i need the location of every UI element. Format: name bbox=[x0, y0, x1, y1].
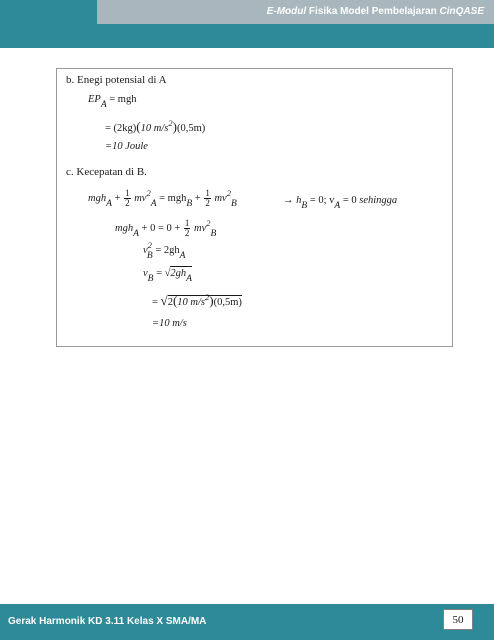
energy-step2: mghA + 0 = 0 + $\frac{1}{2}$ $mv^2B$ bbox=[115, 217, 217, 239]
ep-step2: = (2kg)(10 $m/s^2)(0,5m)$ bbox=[105, 118, 206, 134]
half-fraction: $\frac{1}{2}$ bbox=[125, 188, 130, 208]
section-c-label: c. Kecepatan di B. bbox=[66, 166, 147, 178]
ep-rhs: = mgh bbox=[109, 94, 137, 105]
velocity-result: =10 m/s bbox=[152, 318, 187, 329]
ep-step2-b: 10 m/s bbox=[140, 123, 169, 134]
header-band bbox=[0, 0, 494, 48]
footer-title: Gerak Harmonik KD 3.11 Kelas X SMA/MA bbox=[8, 616, 207, 627]
half-fraction: $\frac{1}{2}$ bbox=[184, 218, 190, 238]
arrow-icon: → bbox=[283, 195, 294, 206]
ep-step2-sup: 2 bbox=[168, 118, 173, 128]
condition-text: → hB = 0; vA = 0 sehingga bbox=[283, 195, 398, 211]
module-middle: Fisika Model Pembelajaran bbox=[306, 6, 440, 17]
energy-step3: $v^2B = 2ghA$ bbox=[143, 240, 186, 261]
page-number: 50 bbox=[443, 609, 473, 630]
module-title bbox=[267, 6, 484, 17]
ep-step2-c: (0,5m) bbox=[176, 123, 206, 134]
section-b-label: b. Enegi potensial di A bbox=[66, 74, 167, 86]
header-tab-block bbox=[0, 0, 97, 48]
module-prefix: E-Modul bbox=[266, 6, 307, 17]
header-strip bbox=[97, 24, 494, 48]
ep-step2-a: = (2kg) bbox=[105, 123, 137, 134]
energy-step5: = √2(10 $m/s^2)(0,5m)$ bbox=[152, 292, 242, 308]
module-model: CinQASE bbox=[439, 6, 484, 17]
energy-conservation-eq: mghA + $\frac{1}{2}$ $mv^2A$ = mghB + $\frac{1}{2}$ $mv^2B$ bbox=[88, 187, 237, 209]
footer-band bbox=[0, 604, 494, 640]
ep-result: =10 Joule bbox=[105, 141, 148, 152]
energy-step4: vB = √2ghA bbox=[143, 268, 192, 284]
ep-lhs: EP bbox=[88, 94, 101, 105]
half-fraction: $\frac{1}{2}$ bbox=[205, 188, 210, 208]
ep-equation bbox=[88, 94, 137, 110]
ep-lhs-sub: A bbox=[100, 100, 107, 110]
